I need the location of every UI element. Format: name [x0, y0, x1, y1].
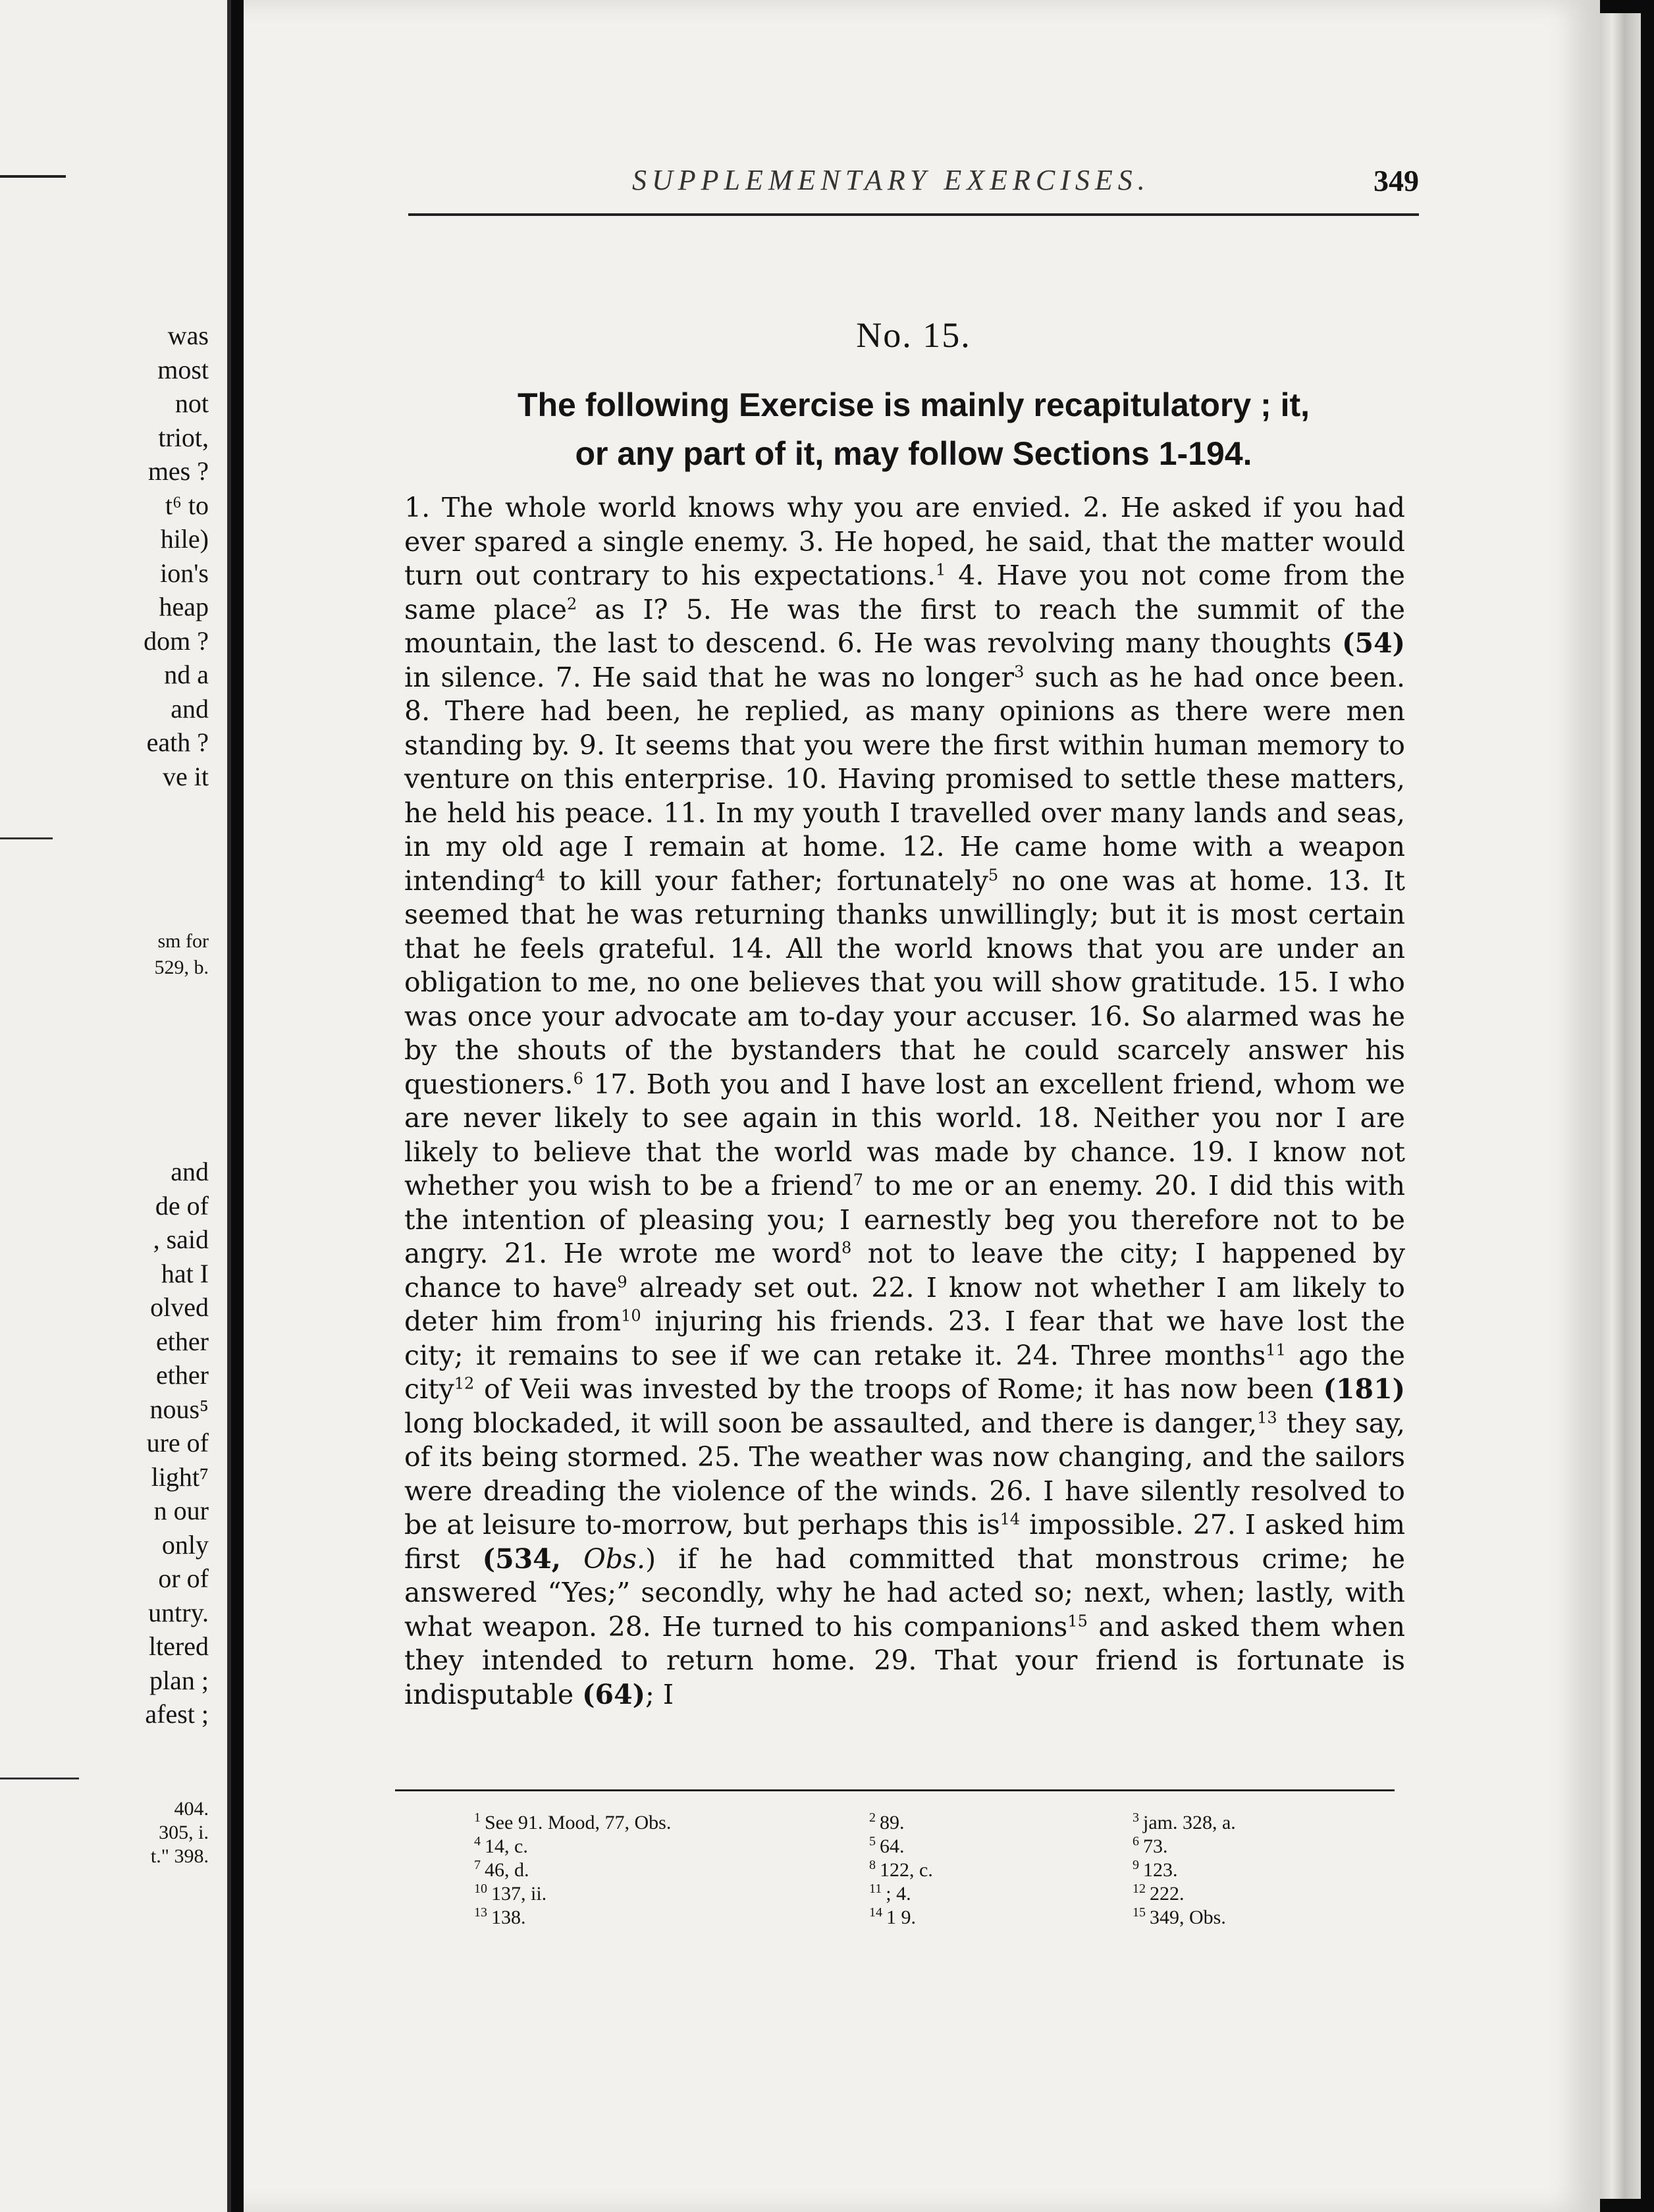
left-divider-rule [0, 837, 53, 839]
body-text-segment: as I? 5. He was the first to reach the summit of the mountain, the last to descend. 6. He was revolving many thoughts [404, 593, 1406, 659]
footnote-number: 12 [1133, 1882, 1146, 1896]
body-text-segment: 1. The whole world knows why you are envied. 2. He asked if you had ever spared a single enemy. 3. He hoped, he said, that the matter would turn out contrary to his expectations. [404, 492, 1405, 591]
footnote-row [474, 1834, 1343, 1858]
footnote-number: 6 [1133, 1834, 1139, 1849]
body-text-segment: in silence. 7. He said that he was no longer [404, 661, 1015, 693]
footnote-text: 14, c. [485, 1835, 528, 1857]
left-line: sm for [157, 930, 209, 952]
footnote-number: 2 [869, 1810, 876, 1825]
book-gutter [231, 0, 244, 2212]
footnote-marker: 14 [1000, 1510, 1021, 1529]
footnote-marker: 2 [566, 594, 577, 613]
footnote-row [474, 1905, 1343, 1929]
left-line: eath ? [146, 727, 209, 757]
body-text-segment: and asked them when they intended to return home. 29. That your friend is fortunate is indisputable [404, 1610, 1405, 1710]
footnote-marker: 6 [573, 1068, 583, 1088]
header-rule [408, 213, 1419, 216]
footnote-item [869, 1810, 905, 1834]
left-line: nd a [164, 660, 209, 689]
italic-reference: Obs. [560, 1542, 646, 1575]
section-reference: (181) [1323, 1373, 1405, 1405]
footnote-row [474, 1858, 1343, 1882]
footnote-item [474, 1882, 547, 1905]
footnote-item [869, 1882, 911, 1905]
left-line: most [157, 354, 209, 384]
footnote-item [474, 1905, 526, 1929]
footnote-number: 15 [1133, 1905, 1146, 1920]
footnote-text: 137, ii. [491, 1883, 547, 1905]
left-line: 529, b. [154, 957, 209, 978]
section-reference: (534, [482, 1542, 561, 1575]
footnote-marker: 7 [853, 1171, 863, 1190]
footnote-item [474, 1834, 528, 1858]
footnote-marker: 5 [988, 865, 999, 884]
footnote-text: 1 9. [886, 1907, 916, 1928]
left-line: not [174, 388, 209, 418]
left-line: mes ? [147, 456, 209, 486]
body-text-segment: long blockaded, it will soon be assaulted, and there is danger, [404, 1407, 1258, 1439]
section-reference: (64) [582, 1678, 646, 1710]
left-line: ve it [163, 761, 209, 791]
body-text-segment: ) if he had committed that monstrous crime; he answered “Yes;” secondly, why he had acted so; next, when; lastly, with what weapon. 28. He turned to his companions [404, 1542, 1406, 1643]
body-text-segment: 4. Have you not come from the same place [404, 560, 1406, 625]
footnote-item [1133, 1858, 1178, 1882]
footnote-marker: 4 [535, 865, 545, 884]
footnote-item [869, 1905, 916, 1929]
body-text-segment: no one was at home. 13. It seemed that he was returning thanks unwillingly; but it is most certain that he feels grateful. 14. All the world knows that you are under an obligation to me, no one believes that you will show gratitude. 15. I who was once your advocate am to-day your accuser. 16. So alarmed was he by the shouts of the bystanders that he could scarcely answer his questioners. [404, 864, 1405, 1100]
body-text-segment: already set out. 22. I know not whether I am likely to deter him from [404, 1271, 1405, 1337]
footnote-number: 1 [474, 1810, 481, 1825]
footnote-marker: 8 [841, 1238, 852, 1257]
footnote-item [1133, 1834, 1168, 1858]
footnote-item [1133, 1905, 1226, 1929]
footnote-number: 10 [474, 1882, 487, 1896]
footnote-text: 89. [880, 1812, 905, 1833]
left-line: untry. [148, 1597, 209, 1627]
left-header-rule [0, 175, 66, 178]
left-line: was [167, 321, 209, 350]
section-reference: (54) [1342, 627, 1405, 659]
footnote-rule [395, 1789, 1395, 1791]
left-line: heap [159, 592, 209, 621]
footnote-text: 349, Obs. [1150, 1907, 1226, 1928]
footnote-text: 123. [1143, 1859, 1178, 1881]
footnote-number: 13 [474, 1905, 487, 1920]
left-line: ether [156, 1360, 209, 1390]
footnote-item [1133, 1810, 1236, 1834]
footnote-row [474, 1810, 1343, 1834]
footnote-number: 7 [474, 1858, 481, 1872]
footnote-number: 14 [869, 1905, 882, 1920]
body-text-segment: of Veii was invested by the troops of Rome; it has now been [474, 1373, 1323, 1405]
left-line: olved [150, 1292, 209, 1322]
footnote-number: 8 [869, 1858, 876, 1872]
footnote-row [474, 1882, 1343, 1905]
footnote-marker: 12 [454, 1374, 475, 1393]
body-text-segment: ; I [645, 1678, 674, 1710]
body-text-segment: not to leave the city; I happened by chance to have [404, 1238, 1406, 1304]
page-number: 349 [1374, 164, 1419, 198]
left-line: triot, [158, 422, 209, 452]
left-line: ltered [148, 1631, 209, 1661]
left-line: or of [158, 1564, 209, 1593]
body-text-segment: to kill your father; fortunately [545, 864, 988, 897]
footnote-number: 5 [869, 1834, 876, 1849]
exercise-body [404, 491, 1405, 1712]
left-line: , said [153, 1224, 209, 1254]
left-line: n our [153, 1496, 209, 1525]
footnote-number: 4 [474, 1834, 481, 1849]
left-line: afest ; [145, 1699, 209, 1729]
left-line: and [171, 693, 209, 724]
footnote-marker: 15 [1067, 1611, 1088, 1630]
heading-line-1: The following Exercise is mainly recapitulatory ; it, [517, 386, 1310, 423]
footnote-item [869, 1834, 905, 1858]
footnote-text: 122, c. [880, 1859, 933, 1881]
left-line: t." 398. [150, 1845, 209, 1867]
left-line: hat I [161, 1258, 209, 1288]
body-text-segment: such as he had once been. 8. There had been, he replied, as many opinions as there were men standing by. 9. It seems that you were the first within human memory to venture on this enterprise. 10. Having promised to settle these matters, he held his peace. 11. In my youth I travelled over many lands and seas, in my old age I remain at home. 12. He came home with a weapon intending [404, 661, 1406, 897]
body-text-segment: to me or an enemy. 20. I did this with the intention of pleasing you; I earnestly beg you therefore not to be angry. 21. He wrote me word [404, 1170, 1406, 1269]
footnote-number: 9 [1133, 1858, 1139, 1872]
body-text-segment: impossible. 27. I asked him first [404, 1509, 1405, 1575]
left-line: dom ? [144, 625, 209, 656]
footnote-marker: 10 [621, 1306, 641, 1325]
footnote-text: 46, d. [485, 1859, 529, 1881]
footnote-text: jam. 328, a. [1143, 1812, 1236, 1833]
exercise-number: No. 15. [856, 315, 971, 355]
footnote-number: 3 [1133, 1810, 1139, 1825]
left-page-fragment [0, 0, 231, 2212]
left-line: and [171, 1157, 209, 1186]
footnote-marker: 13 [1257, 1408, 1277, 1427]
left-line: 305, i. [159, 1822, 209, 1843]
footnotes [474, 1810, 1343, 1929]
footnote-text: ; 4. [886, 1883, 911, 1905]
exercise-heading [408, 381, 1419, 478]
left-line: nous⁵ [149, 1394, 209, 1424]
left-line: de of [155, 1190, 209, 1221]
footnote-item [869, 1858, 933, 1882]
footnote-marker: 1 [935, 560, 946, 579]
footnote-text: 138. [491, 1907, 526, 1928]
footnote-text: 222. [1150, 1883, 1185, 1905]
footnote-item [1133, 1882, 1185, 1905]
left-line: 404. [174, 1798, 209, 1820]
left-line: ether [156, 1326, 209, 1356]
body-text-segment: they say, of its being stormed. 25. The weather was now changing, and the sailors were dreading the violence of the winds. 26. I have silently resolved to be at leisure to-morrow, but perhaps this is [404, 1407, 1406, 1540]
footnote-item [474, 1858, 529, 1882]
left-line: ure of [146, 1428, 209, 1458]
left-line: light⁷ [151, 1462, 209, 1492]
running-header [408, 163, 1419, 208]
left-line: ion's [160, 558, 209, 588]
left-line: only [161, 1529, 209, 1560]
heading-line-2: or any part of it, may follow Sections 1-194. [575, 435, 1252, 472]
footnote-marker: 9 [617, 1272, 627, 1291]
left-footnote-rule [0, 1778, 79, 1779]
left-line: plan ; [149, 1665, 209, 1695]
left-line: hile) [160, 524, 209, 554]
body-text-segment: 17. Both you and I have lost an excellent friend, whom we are never likely to see again in this world. 18. Neither you nor I are likely to believe that the world was made by chance. 19. I know not whether you wish to be a friend [404, 1068, 1405, 1201]
footnote-text: 64. [880, 1835, 905, 1857]
footnote-marker: 11 [1266, 1340, 1286, 1359]
left-line: t⁶ to [165, 490, 209, 520]
footnote-item [474, 1810, 671, 1834]
body-text-segment: injuring his friends. 23. I fear that we have lost the city; it remains to see if we can retake it. 24. Three months [404, 1305, 1405, 1371]
footnote-number: 11 [869, 1882, 882, 1896]
footnote-text: 73. [1143, 1835, 1168, 1857]
footnote-text: See 91. Mood, 77, Obs. [485, 1812, 672, 1833]
body-text-segment: ago the city [404, 1339, 1405, 1405]
footnote-marker: 3 [1014, 662, 1025, 681]
running-title: SUPPLEMENTARY EXERCISES. [632, 164, 1150, 196]
page-edge-stack [1600, 13, 1641, 2199]
